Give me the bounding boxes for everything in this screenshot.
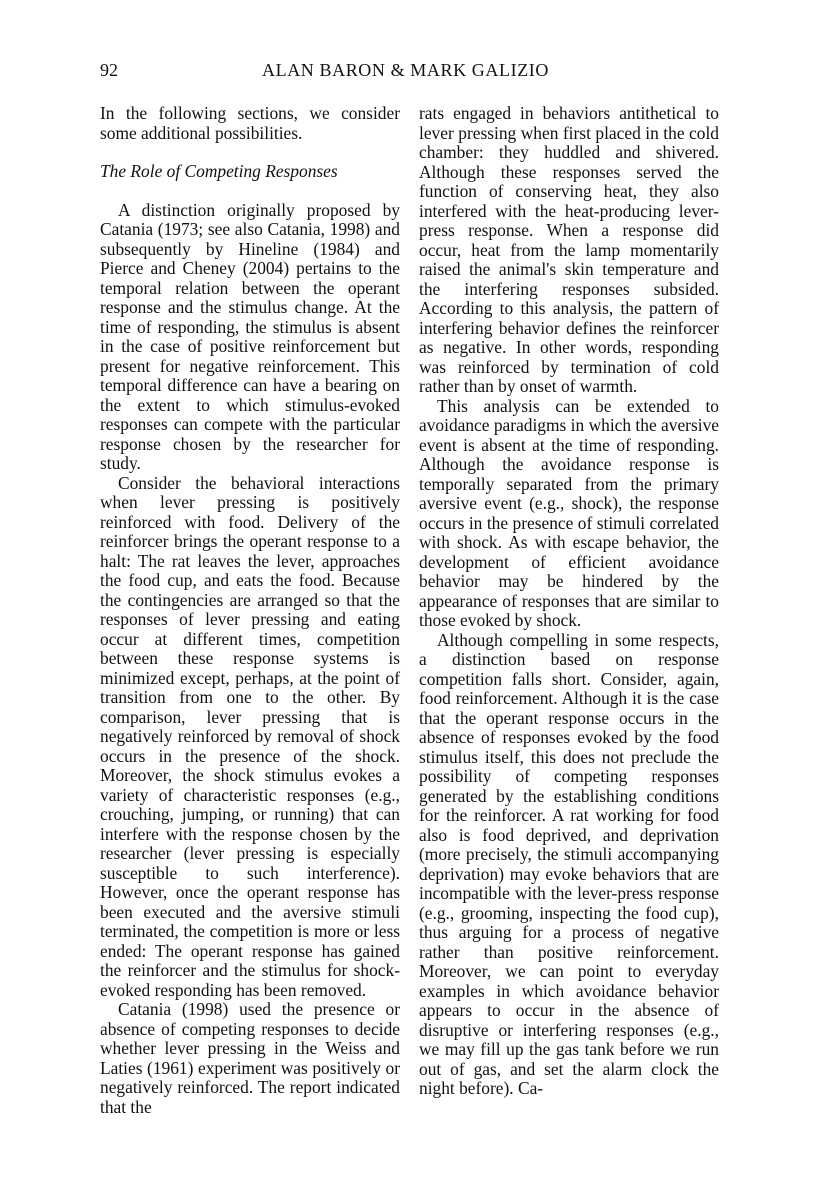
right-column: [419, 104, 719, 1099]
paragraph: rats engaged in behaviors antithetical to lever pressing when first placed in the cold chamber: they huddled and shivered. Although these responses served the function of conserving heat, they also interfered with the heat-producing lever-press response. When a response did occur, heat from the lamp momentarily raised the animal's skin temperature and the interfering responses subsided. According to this analysis, the pattern of interfering behavior defines the reinforcer as negative. In other words, responding was reinforced by termination of cold rather than by onset of warmth.: [419, 103, 719, 396]
paragraph: Although compelling in some respects, a distinction based on response competition falls short. Consider, again, food reinforcement. Although it is the case that the operant response occurs in the absence of responses evoked by the food stimulus itself, this does not preclude the possibility of competing responses generated by the establishing conditions for the reinforcer. A rat working for food also is food deprived, and deprivation (more precisely, the stimuli accompanying deprivation) may evoke behaviors that are incompatible with the lever-press response (e.g., grooming, inspecting the food cup), thus arguing for a process of negative rather than positive reinforcement. Moreover, we can point to everyday examples in which avoidance behavior appears to occur in the absence of disruptive or interfering responses (e.g., we may fill up the gas tank before we run out of gas, and set the alarm clock the night before). Ca-: [419, 629, 719, 1098]
left-column: [100, 104, 400, 1117]
paragraph: Consider the behavioral interactions when lever pressing is positively reinforced with food. Delivery of the reinforcer brings the operant response to a halt: The rat leaves the lever, approaches the food cup, and eats the food. Because the contingencies are arranged so that the responses of lever pressing and eating occur at different times, competition between these response systems is minimized except, perhaps, at the point of transition from one to the other. By comparison, lever pressing that is negatively reinforced by removal of shock occurs in the presence of the shock. Moreover, the shock stimulus evokes a variety of characteristic responses (e.g., crouching, jumping, or running) that can interfere with the response chosen by the researcher (lever pressing is especially susceptible to such interference). However, once the operant response has been executed and the aversive stimuli terminated, the competition is more or less ended: The operant response has gained the reinforcer and the stimulus for shock-evoked responding has been removed.: [100, 472, 400, 1000]
page-header: [100, 60, 720, 90]
page-number: 92: [100, 60, 118, 80]
paragraph: This analysis can be extended to avoidance paradigms in which the aversive event is absent at the time of responding. Although the avoidance response is temporally separated from the primary aversive event (e.g., shock), the response occurs in the presence of stimuli correlated with shock. As with escape behavior, the development of efficient avoidance behavior may be hindered by the appearance of responses that are similar to those evoked by shock.: [419, 395, 719, 630]
paragraph: In the following sections, we consider some additional possibilities.: [100, 103, 400, 143]
paragraph: Catania (1998) used the presence or absence of competing responses to decide whether lever pressing in the Weiss and Laties (1961) experiment was positively or negatively reinforced. The report indicated that the: [100, 999, 400, 1117]
running-head: ALAN BARON & MARK GALIZIO: [262, 60, 549, 80]
section-heading: The Role of Competing Responses: [100, 161, 338, 181]
paragraph: A distinction originally proposed by Catania (1973; see also Catania, 1998) and subsequently by Hineline (1984) and Pierce and Cheney (2004) pertains to the temporal relation between the operant response and the stimulus change. At the time of responding, the stimulus is absent in the case of positive reinforcement but present for negative reinforcement. This temporal difference can have a bearing on the extent to which stimulus-evoked responses can compete with the particular response chosen by the researcher for study.: [100, 199, 400, 473]
